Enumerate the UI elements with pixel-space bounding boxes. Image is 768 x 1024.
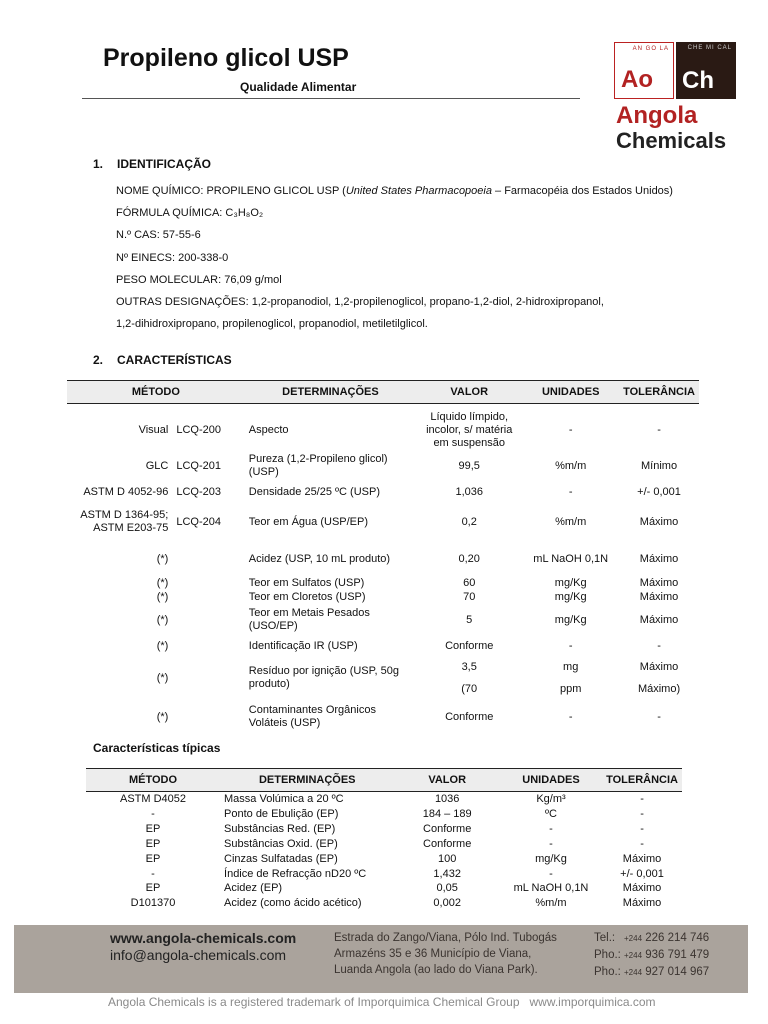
chemical-name-prefix: NOME QUÍMICO: PROPILENO GLICOL USP ( xyxy=(116,185,346,197)
table-row xyxy=(86,896,682,911)
characteristics-table xyxy=(67,380,699,734)
cell-value: Líquido límpido, incolor, s/ matéria em suspensão xyxy=(426,410,513,449)
cell-determination: Resíduo por ignição (USP, 50g produto) xyxy=(248,665,400,690)
column-header: DETERMINAÇÕES xyxy=(220,769,394,792)
other-names-line2: 1,2-dihidroxipropano, propilenoglicol, propanodiol, metiletilglicol. xyxy=(116,318,428,331)
cell-tolerance: Máximo xyxy=(639,576,679,589)
table-row xyxy=(86,792,682,807)
cell-determination: Aspecto xyxy=(248,423,289,436)
cell-value: 99,5 xyxy=(458,459,480,472)
cell-value: 5 xyxy=(466,613,473,626)
cell-determination: Substâncias Red. (EP) xyxy=(224,822,336,835)
table-row xyxy=(86,852,682,867)
logo-brand-angola: Angola xyxy=(616,102,698,129)
phone-label: Pho.: xyxy=(594,966,621,978)
cell-method: (*) xyxy=(156,576,169,589)
table-row xyxy=(67,542,699,576)
cell-value: 0,002 xyxy=(433,897,461,910)
cell-value: Conforme xyxy=(423,822,472,835)
cell-method: Visual xyxy=(138,423,169,436)
cell-method: (*) xyxy=(156,613,169,626)
molecular-weight: PESO MOLECULAR: 76,09 g/mol xyxy=(116,273,282,286)
logo-ao-symbol: Ao xyxy=(621,66,653,93)
cell-unit: mg/Kg xyxy=(554,613,587,626)
cell-unit: - xyxy=(568,485,573,498)
cell-value: Conforme xyxy=(423,837,472,850)
cell-method-code: LCQ-204 xyxy=(176,515,221,528)
cell-method-code xyxy=(172,542,244,576)
section-title: IDENTIFICAÇÃO xyxy=(117,157,211,171)
cell-determination: Ponto de Ebulição (EP) xyxy=(224,807,339,820)
identification-list xyxy=(116,180,673,335)
cell-method: - xyxy=(151,807,155,820)
column-header: VALOR xyxy=(394,769,499,792)
cell-value: 0,05 xyxy=(436,882,458,895)
document-title: Propileno glicol USP xyxy=(103,44,349,72)
cell-determination: Acidez (como ácido acético) xyxy=(224,897,362,910)
address-line: Armazéns 35 e 36 Município de Viana, xyxy=(334,948,532,960)
phone-number[interactable]: 936 791 479 xyxy=(645,949,710,961)
cell-value: Conforme xyxy=(445,710,494,723)
cell-method: ASTM D4052 xyxy=(119,793,187,805)
table-row xyxy=(86,881,682,896)
cell-method-code xyxy=(172,576,244,590)
section-characteristics-heading xyxy=(93,353,232,367)
address-block xyxy=(334,930,557,978)
cell-unit: ppm xyxy=(559,682,582,695)
address-line: Luanda Angola (ao lado do Viana Park). xyxy=(334,964,538,976)
cell-tolerance: - xyxy=(640,822,644,835)
trademark-text: Angola Chemicals is a registered trademark of Imporquimica Chemical Group xyxy=(108,995,520,1009)
table-row xyxy=(67,700,699,734)
phone-line xyxy=(594,930,709,947)
cell-tolerance: Máximo xyxy=(639,613,679,626)
cell-value: 100 xyxy=(438,852,457,865)
phone-label: Tel.: xyxy=(594,932,616,944)
cell-method: EP xyxy=(145,852,161,865)
column-header: MÉTODO xyxy=(67,381,245,404)
cell-tolerance: Máximo xyxy=(622,852,662,865)
cell-method: (*) xyxy=(156,552,169,565)
table-row xyxy=(86,807,682,822)
cell-determination: Acidez (USP, 10 mL produto) xyxy=(248,552,391,565)
cell-tolerance: Máximo) xyxy=(637,682,681,695)
trademark-notice xyxy=(108,995,656,1009)
table-header-row xyxy=(67,381,699,404)
cell-determination: Cinzas Sulfatadas (EP) xyxy=(224,852,338,865)
table-row xyxy=(67,482,699,502)
phone-block xyxy=(594,930,709,981)
table-row xyxy=(86,867,682,882)
cell-determination: Pureza (1,2-Propileno glicol) (USP) xyxy=(248,453,388,478)
cell-determination: Contaminantes Orgânicos Voláteis (USP) xyxy=(248,704,376,729)
cell-tolerance: Máximo xyxy=(639,515,679,528)
cell-method: GLC xyxy=(145,459,169,472)
table-row xyxy=(67,502,699,542)
cell-tolerance: Máximo xyxy=(639,660,679,673)
cell-determination: Teor em Sulfatos (USP) xyxy=(248,576,365,589)
phone-label: Pho.: xyxy=(594,949,621,961)
cell-unit: - xyxy=(549,822,553,835)
phone-number[interactable]: 226 214 746 xyxy=(645,932,710,944)
cell-determination: Índice de Refracção nD20 ºC xyxy=(224,867,367,880)
table-row xyxy=(67,656,699,678)
table-header-row xyxy=(86,769,682,792)
cell-determination: Identificação IR (USP) xyxy=(248,639,358,652)
cell-tolerance: Mínimo xyxy=(641,459,678,472)
cell-method: ASTM D 4052-96 xyxy=(83,485,169,498)
group-website-link[interactable]: www.imporquimica.com xyxy=(529,995,656,1009)
cell-method: ASTM D 1364-95; ASTM E203-75 xyxy=(80,509,169,534)
phone-prefix: +244 xyxy=(624,951,643,960)
cell-unit: mg/Kg xyxy=(554,590,587,603)
cell-unit: %m/m xyxy=(535,897,567,910)
column-header: DETERMINAÇÕES xyxy=(245,381,416,404)
cell-value: 1,432 xyxy=(433,867,461,880)
cell-method: (*) xyxy=(156,671,169,684)
phone-line xyxy=(594,947,709,964)
cell-unit: - xyxy=(568,639,573,652)
cell-determination: Acidez (EP) xyxy=(224,882,283,895)
chemical-name-suffix: – Farmacopéia dos Estados Unidos) xyxy=(491,185,673,197)
cell-unit: mg xyxy=(563,660,579,673)
email-link[interactable]: info@angola-chemicals.com xyxy=(110,947,287,963)
cell-value: 70 xyxy=(463,590,476,603)
cell-method-code xyxy=(172,590,244,604)
column-header: VALOR xyxy=(416,381,522,404)
cell-unit: %m/m xyxy=(555,459,587,472)
column-header: MÉTODO xyxy=(86,769,220,792)
logo-ch-symbol: Ch xyxy=(682,67,714,94)
cell-unit: - xyxy=(549,837,553,850)
cas-number: N.º CAS: 57-55-6 xyxy=(116,229,201,242)
cell-determination: Densidade 25/25 ºC (USP) xyxy=(248,485,380,498)
cell-value: 3,5 xyxy=(461,660,477,673)
phone-number[interactable]: 927 014 967 xyxy=(645,966,710,978)
cell-tolerance: +/- 0,001 xyxy=(637,485,681,498)
cell-determination: Massa Volúmica a 20 ºC xyxy=(224,793,344,805)
cell-method-code xyxy=(172,636,244,656)
cell-method: D101370 xyxy=(130,897,176,910)
cell-tolerance: - xyxy=(657,639,661,652)
chemical-name xyxy=(116,180,673,202)
company-logo xyxy=(614,42,738,152)
phone-prefix: +244 xyxy=(624,934,643,943)
cell-method: EP xyxy=(145,882,161,895)
cell-determination: Substâncias Oxid. (EP) xyxy=(224,837,338,850)
table-row xyxy=(67,636,699,656)
cell-tolerance: Máximo xyxy=(622,897,662,910)
cell-tolerance: Máximo xyxy=(639,552,679,565)
cell-method-code xyxy=(172,656,244,700)
phone-line xyxy=(594,964,709,981)
phone-prefix: +244 xyxy=(624,968,643,977)
cell-value: 0,2 xyxy=(461,515,477,528)
cell-unit: %m/m xyxy=(555,515,587,528)
cell-tolerance: - xyxy=(640,807,644,820)
cell-value: (70 xyxy=(461,682,478,695)
cell-unit: - xyxy=(568,423,573,436)
cell-value: 1036 xyxy=(434,793,460,805)
column-header: UNIDADES xyxy=(522,381,619,404)
logo-ch-small-text: CHE MI CAL xyxy=(687,45,732,51)
cell-unit: - xyxy=(549,867,553,880)
table-row xyxy=(67,576,699,590)
typical-characteristics-table xyxy=(86,768,682,911)
cell-unit: ºC xyxy=(545,807,557,820)
section-identification-heading xyxy=(93,157,211,171)
column-header: TOLERÂNCIA xyxy=(602,769,682,792)
cell-unit: - xyxy=(568,710,573,723)
cell-tolerance: - xyxy=(657,710,661,723)
cell-method-code xyxy=(172,604,244,636)
column-header: UNIDADES xyxy=(500,769,602,792)
table-row xyxy=(86,822,682,837)
cell-tolerance: - xyxy=(640,837,644,850)
cell-tolerance: - xyxy=(640,793,644,805)
cell-determination: Teor em Água (USP/EP) xyxy=(248,515,369,528)
title-divider xyxy=(82,98,580,99)
cell-determination: Teor em Cloretos (USP) xyxy=(248,590,366,603)
cell-method-code: LCQ-200 xyxy=(176,423,221,436)
cell-method-code xyxy=(172,700,244,734)
cell-unit: mL NaOH 0,1N xyxy=(513,882,589,895)
table-row xyxy=(67,590,699,604)
table-row xyxy=(86,837,682,852)
contact-footer xyxy=(14,925,748,993)
cell-tolerance: Máximo xyxy=(639,590,679,603)
address-line: Estrada do Zango/Viana, Pólo Ind. Tubogás xyxy=(334,932,557,944)
section-number: 2. xyxy=(93,353,104,367)
document-subtitle: Qualidade Alimentar xyxy=(240,80,357,94)
cell-tolerance: Máximo xyxy=(622,882,662,895)
logo-ao-tile xyxy=(614,42,674,99)
logo-ao-small-text: AN GO LA xyxy=(632,46,669,52)
table-row xyxy=(67,410,699,450)
cell-method: (*) xyxy=(156,590,169,603)
website-link[interactable]: www.angola-chemicals.com xyxy=(110,930,297,946)
cell-unit: mg/Kg xyxy=(535,852,567,865)
cell-value: 60 xyxy=(463,576,476,589)
other-names-line1: OUTRAS DESIGNAÇÕES: 1,2-propanodiol, 1,2-propilenoglicol, propano-1,2-diol, 2-hidroxipropanol, xyxy=(116,296,604,309)
cell-determination: Teor em Metais Pesados (USO/EP) xyxy=(248,607,370,632)
einecs-number: Nº EINECS: 200-338-0 xyxy=(116,251,229,264)
cell-tolerance: +/- 0,001 xyxy=(620,867,664,880)
cell-value: 1,036 xyxy=(455,485,483,498)
cell-unit: mL NaOH 0,1N xyxy=(533,552,609,565)
cell-value: Conforme xyxy=(445,639,494,652)
cell-method: - xyxy=(151,867,155,880)
cell-method: (*) xyxy=(156,639,169,652)
cell-unit: Kg/m³ xyxy=(536,793,566,805)
table-row xyxy=(67,450,699,482)
cell-value: 0,20 xyxy=(458,552,480,565)
section-title: CARACTERÍSTICAS xyxy=(117,353,232,367)
section-number: 1. xyxy=(93,157,104,171)
column-header: TOLERÂNCIA xyxy=(619,381,699,404)
cell-unit: mg/Kg xyxy=(554,576,587,589)
chemical-formula: FÓRMULA QUÍMICA: C₃H₈O₂ xyxy=(116,207,264,220)
chemical-name-italic: United States Pharmacopoeia xyxy=(345,185,492,197)
cell-value: 184 – 189 xyxy=(422,807,472,820)
logo-ch-tile xyxy=(676,42,736,99)
cell-method: EP xyxy=(145,822,161,835)
cell-method-code: LCQ-201 xyxy=(176,459,221,472)
cell-method-code: LCQ-203 xyxy=(176,485,221,498)
cell-method: EP xyxy=(145,837,161,850)
cell-method: (*) xyxy=(156,710,169,723)
cell-tolerance: - xyxy=(657,423,661,436)
table-row xyxy=(67,604,699,636)
logo-brand-chemicals: Chemicals xyxy=(616,128,727,153)
typical-characteristics-heading: Características típicas xyxy=(93,741,221,755)
